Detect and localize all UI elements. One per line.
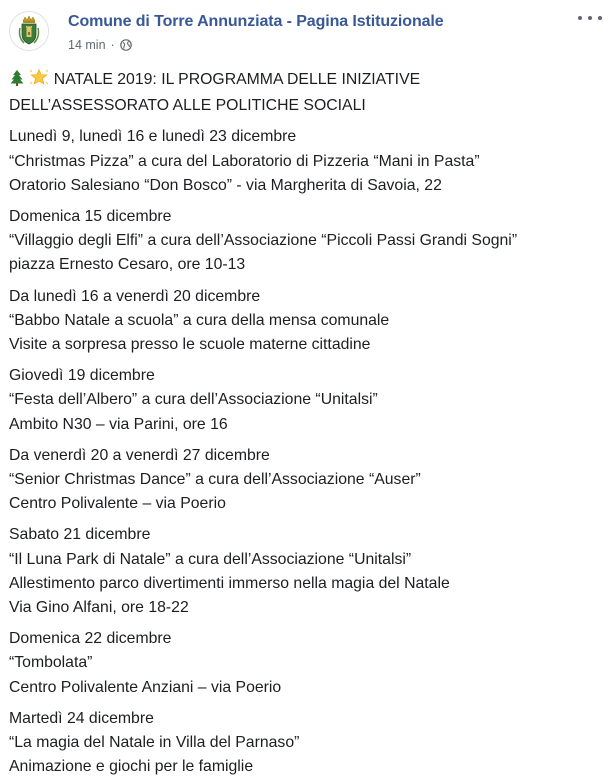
page-name-link[interactable]: Comune di Torre Annunziata - Pagina Istituzionale <box>68 13 444 30</box>
event-location: Centro Polivalente Anziani – via Poerio <box>9 678 282 696</box>
meta-separator: · <box>110 38 115 52</box>
event-title: “Tombolata” <box>9 654 93 672</box>
page-avatar[interactable] <box>9 11 49 51</box>
post-message <box>9 68 609 779</box>
event-location: Oratorio Salesiano “Don Bosco” - via Margherita di Savoia, 22 <box>9 176 442 194</box>
event-block-6 <box>9 523 609 620</box>
globe-icon[interactable] <box>120 39 132 51</box>
event-title: “Senior Christmas Dance” a cura dell’Associazione “Auser” <box>9 471 421 489</box>
event-block-5 <box>9 444 609 517</box>
event-block-4 <box>9 364 609 437</box>
event-location: piazza Ernesto Cesaro, ore 10-13 <box>9 256 246 274</box>
glowing-star-icon <box>29 68 49 94</box>
event-date: Giovedì 19 dicembre <box>9 367 155 385</box>
event-date: Da lunedì 16 a venerdì 20 dicembre <box>9 287 261 305</box>
coat-of-arms-icon <box>10 12 48 50</box>
event-title: “Villaggio degli Elfi” a cura dell’Associazione “Piccoli Passi Grandi Sogni” <box>9 232 518 250</box>
event-block-3 <box>9 285 609 358</box>
post-timestamp[interactable]: 14 min <box>68 38 106 52</box>
post-title-line-2: DELL’ASSESSORATO ALLE POLITICHE SOCIALI <box>9 97 366 115</box>
event-location: Via Gino Alfani, ore 18-22 <box>9 599 189 617</box>
event-location: Ambito N30 – via Parini, ore 16 <box>9 415 228 433</box>
event-date: Sabato 21 dicembre <box>9 526 151 544</box>
event-block-2 <box>9 205 609 278</box>
event-date: Domenica 15 dicembre <box>9 208 172 226</box>
event-description: Allestimento parco divertimenti immerso nella magia del Natale <box>9 574 450 592</box>
event-location: Centro Polivalente – via Poerio <box>9 495 226 513</box>
event-block-7 <box>9 627 609 700</box>
event-description: Animazione e giochi per le famiglie <box>9 758 254 776</box>
event-block-1 <box>9 125 609 198</box>
event-location: Visite a sorpresa presso le scuole materne cittadine <box>9 336 371 354</box>
event-date: Martedì 24 dicembre <box>9 709 154 727</box>
event-date: Da venerdì 20 a venerdì 27 dicembre <box>9 446 270 464</box>
post-title-text-1: NATALE 2019: IL PROGRAMMA DELLE INIZIATIVE <box>53 71 421 88</box>
christmas-tree-icon <box>9 69 25 94</box>
event-date: Lunedì 9, lunedì 16 e lunedì 23 dicembre <box>9 128 297 146</box>
event-block-8 <box>9 707 609 780</box>
event-title: “Christmas Pizza” a cura del Laboratorio di Pizzeria “Mani in Pasta” <box>9 152 480 170</box>
event-title: “Festa dell’Albero” a cura dell’Associazione “Unitalsi” <box>9 391 378 409</box>
event-title: “Babbo Natale a scuola” a cura della mensa comunale <box>9 311 390 329</box>
event-title: “La magia del Natale in Villa del Parnaso” <box>9 734 300 752</box>
post-meta <box>68 38 132 52</box>
more-options-icon[interactable] <box>578 10 602 26</box>
event-title: “Il Luna Park di Natale” a cura dell’Associazione “Unitalsi” <box>9 550 412 568</box>
event-date: Domenica 22 dicembre <box>9 630 172 648</box>
post-header <box>0 0 614 64</box>
post-title-line-1 <box>9 68 609 94</box>
